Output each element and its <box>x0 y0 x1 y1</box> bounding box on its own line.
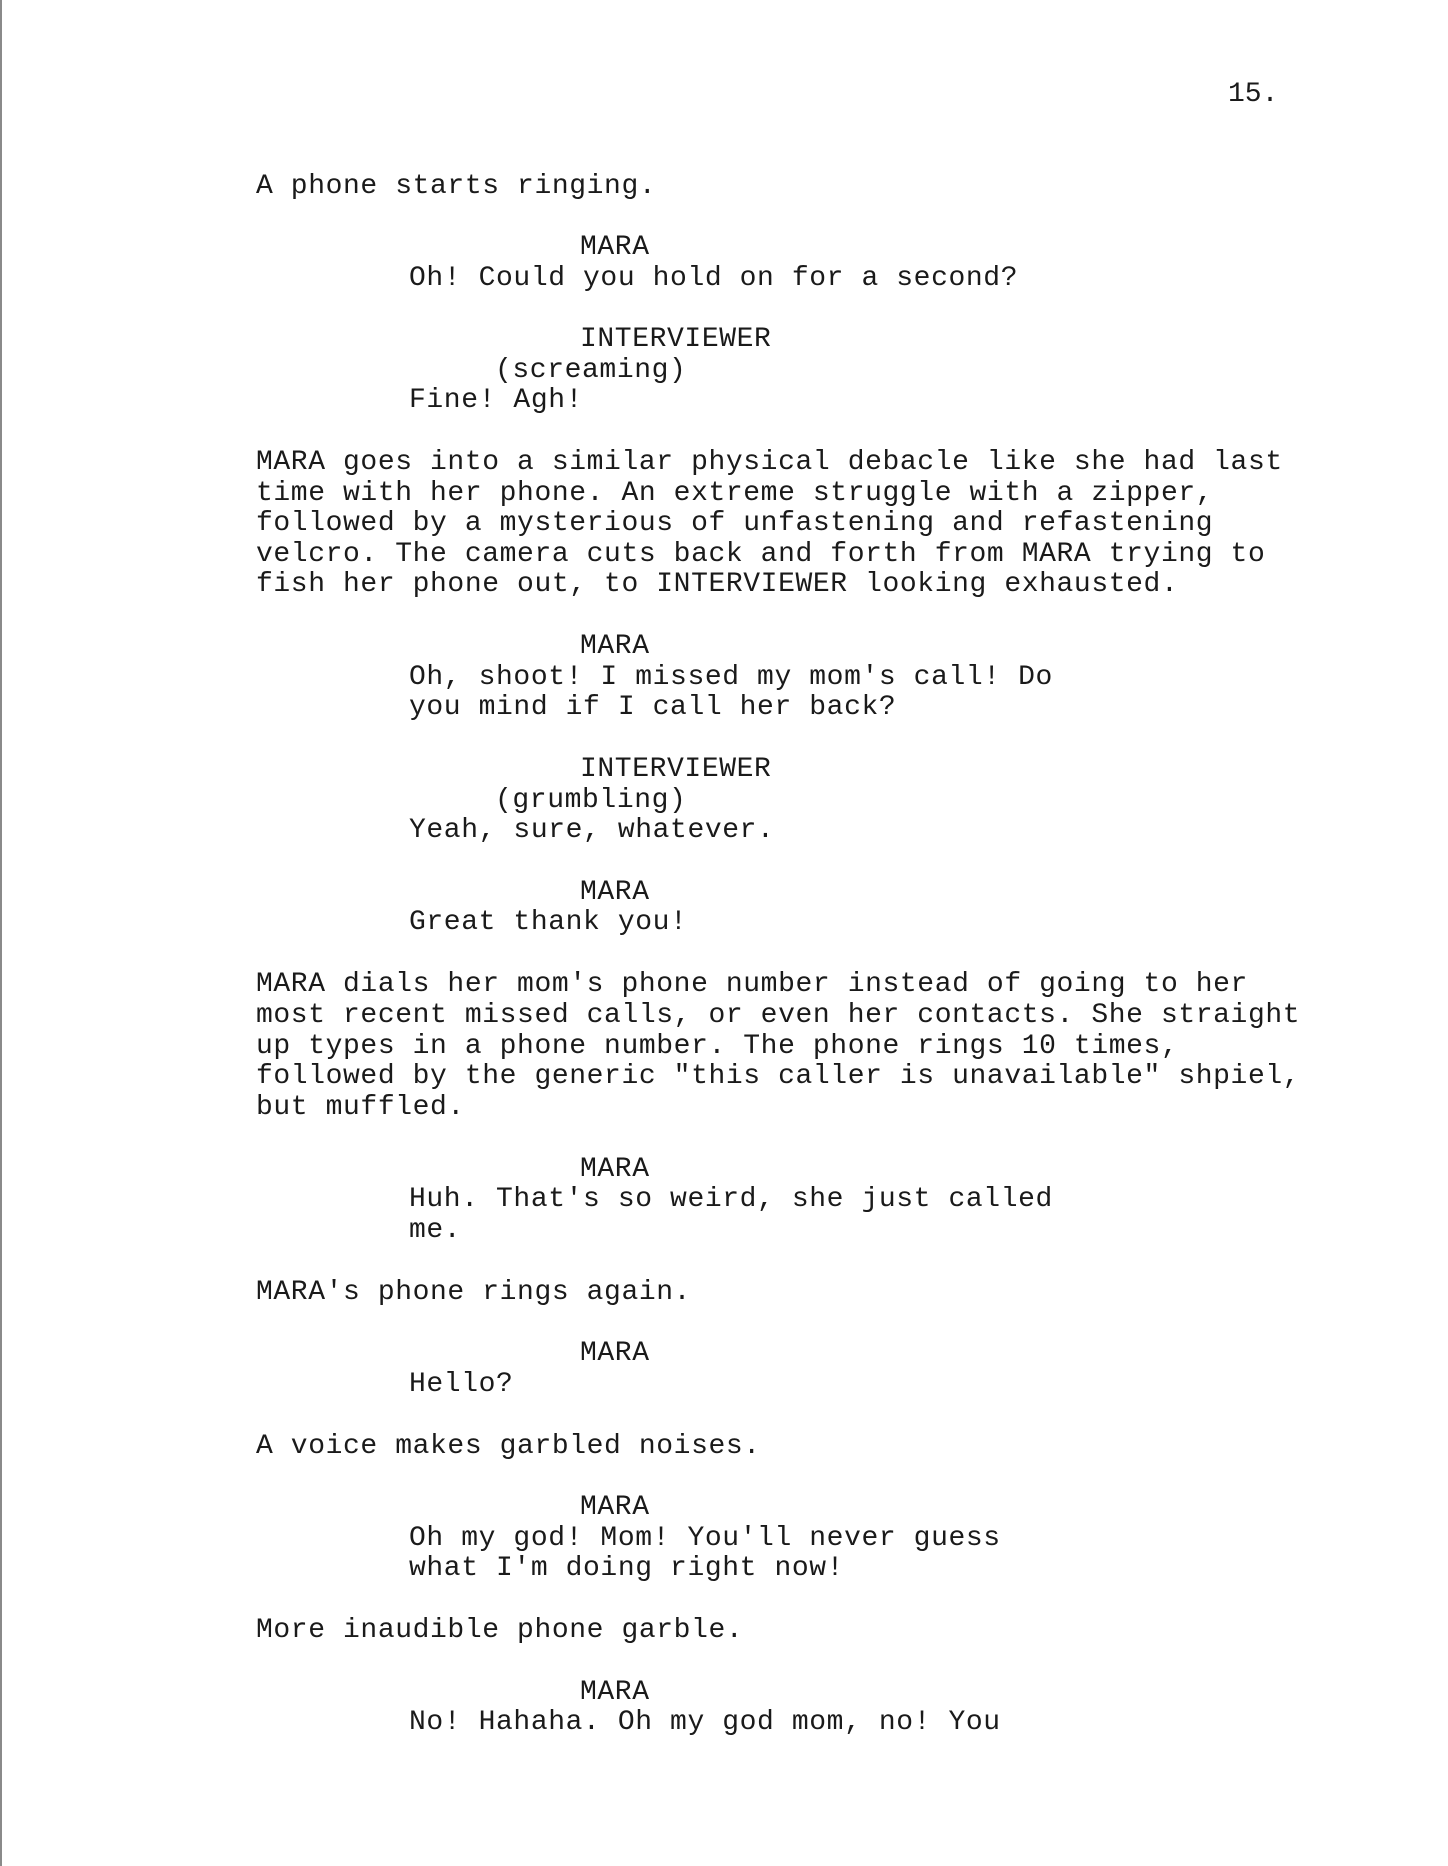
action-line: MARA's phone rings again. <box>256 1277 692 1308</box>
action-line: followed by the generic "this caller is unavailable" shpiel, <box>256 1061 1301 1092</box>
dialogue-line: Oh! Could you hold on for a second? <box>409 263 1019 294</box>
dialogue-line: me. <box>409 1215 462 1246</box>
dialogue-line: what I'm doing right now! <box>409 1553 845 1584</box>
parenthetical: (screaming) <box>495 355 687 386</box>
action-line: A phone starts ringing. <box>256 171 657 202</box>
action-line: More inaudible phone garble. <box>256 1615 744 1646</box>
action-line: velcro. The camera cuts back and forth from MARA trying to <box>256 539 1266 570</box>
action-line: time with her phone. An extreme struggle with a zipper, <box>256 478 1214 509</box>
action-line: A voice makes garbled noises. <box>256 1431 761 1462</box>
action-line: followed by a mysterious of unfastening and refastening <box>256 508 1214 539</box>
dialogue-line: you mind if I call her back? <box>409 692 897 723</box>
character-name: MARA <box>580 1154 650 1185</box>
dialogue-line: Hello? <box>409 1369 514 1400</box>
page-edge <box>0 0 2 1866</box>
parenthetical: (grumbling) <box>495 785 687 816</box>
character-name: INTERVIEWER <box>580 754 772 785</box>
action-line: fish her phone out, to INTERVIEWER looking exhausted. <box>256 569 1179 600</box>
character-name: MARA <box>580 1677 650 1708</box>
character-name: MARA <box>580 877 650 908</box>
character-name: MARA <box>580 232 650 263</box>
character-name: MARA <box>580 1492 650 1523</box>
action-line: MARA dials her mom's phone number instead of going to her <box>256 969 1248 1000</box>
action-line: up types in a phone number. The phone rings 10 times, <box>256 1031 1179 1062</box>
action-line: MARA goes into a similar physical debacle like she had last <box>256 447 1283 478</box>
dialogue-line: Oh, shoot! I missed my mom's call! Do <box>409 662 1053 693</box>
action-line: but muffled. <box>256 1092 465 1123</box>
dialogue-line: No! Hahaha. Oh my god mom, no! You <box>409 1707 1001 1738</box>
character-name: MARA <box>580 631 650 662</box>
character-name: INTERVIEWER <box>580 324 772 355</box>
character-name: MARA <box>580 1338 650 1369</box>
dialogue-line: Oh my god! Mom! You'll never guess <box>409 1523 1001 1554</box>
dialogue-line: Huh. That's so weird, she just called <box>409 1184 1053 1215</box>
page-number: 15. <box>1228 79 1279 110</box>
dialogue-line: Fine! Agh! <box>409 385 584 416</box>
dialogue-line: Great thank you! <box>409 907 688 938</box>
action-line: most recent missed calls, or even her contacts. She straight <box>256 1000 1301 1031</box>
dialogue-line: Yeah, sure, whatever. <box>409 815 775 846</box>
